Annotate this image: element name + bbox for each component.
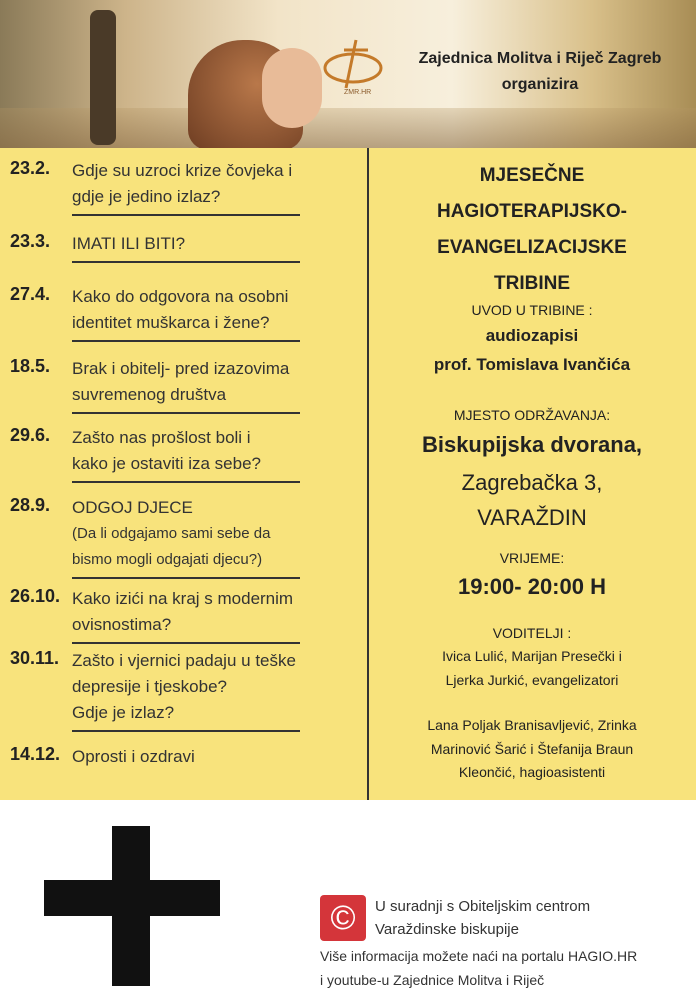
schedule-topic [72, 744, 195, 770]
venue-line-3: VARAŽDIN [477, 505, 587, 530]
divider-line [72, 642, 300, 644]
topic-line: Brak i obitelj- pred izazovima [72, 359, 290, 378]
schedule-topic [72, 356, 289, 408]
topic-line: Kako izići na kraj s modernim [72, 589, 294, 608]
intro-label: UVOD U TRIBINE : [471, 302, 593, 318]
cross-arm [44, 880, 220, 916]
schedule-date: 30.11. [10, 648, 60, 668]
leaders-line-2: Ljerka Jurkić, evangelizatori [445, 672, 619, 688]
title-line: MJESEČNE [479, 165, 585, 186]
assistants-line-1: Lana Poljak Branisavljević, Zrinka [427, 717, 637, 733]
topic-line: suvremenog društva [72, 385, 227, 404]
schedule-date: 23.3. [10, 231, 51, 251]
schedule-date: 26.10. [10, 586, 61, 606]
time-value: 19:00- 20:00 H [458, 574, 606, 599]
schedule-topic [72, 495, 270, 573]
divider-line [72, 481, 300, 483]
topic-line: Oprosti i ozdravi [72, 747, 195, 766]
title-line: HAGIOTERAPIJSKO- [436, 201, 628, 222]
divider-line [72, 577, 300, 579]
topic-line: Kako do odgovora na osobni [72, 287, 289, 306]
venue-line-1: Biskupijska dvorana, [421, 432, 643, 457]
topic-line: ovisnostima? [72, 615, 172, 634]
leaders-label: VODITELJI : [492, 625, 572, 641]
collab-line-2: Varaždinske biskupije [375, 921, 519, 938]
copyright-icon: © [320, 895, 366, 941]
intro-line-1: audiozapisi [485, 326, 579, 345]
schedule-date: 23.2. [10, 158, 51, 178]
venue-line-2: Zagrebačka 3, [461, 470, 603, 495]
topic-line: Zašto i vjernici padaju u teške [72, 651, 296, 670]
topic-line: gdje je jedino izlaz? [72, 187, 221, 206]
intro-line-2: prof. Tomislava Ivančića [433, 355, 631, 374]
topic-line: bismo mogli odgajati djecu?) [72, 551, 263, 568]
schedule-date: 28.9. [10, 495, 51, 515]
topic-line: Zašto nas prošlost boli i [72, 428, 251, 447]
divider-line [72, 261, 300, 263]
leaders-line-1: Ivica Lulić, Marijan Presečki i [442, 648, 622, 664]
title-line: TRIBINE [494, 273, 570, 294]
topic-line: identitet muškarca i žene? [72, 313, 270, 332]
schedule-topic [72, 158, 292, 210]
schedule-date: 18.5. [10, 356, 51, 376]
zmr-logo-icon [322, 38, 384, 96]
venue-label: MJESTO ODRŽAVANJA: [453, 407, 611, 423]
topic-line: kako je ostaviti iza sebe? [72, 454, 261, 473]
topic-line: IMATI ILI BITI? [72, 234, 186, 253]
topic-line: Gdje su uzroci krize čovjeka i [72, 161, 293, 180]
schedule-topic [72, 586, 293, 638]
time-label: VRIJEME: [499, 550, 565, 566]
divider-line [72, 340, 300, 342]
schedule-topic [72, 284, 288, 336]
topic-line: depresije i tjeskobe? [72, 677, 227, 696]
assistants-line-2: Marinović Šarić i Štefanija Braun [430, 741, 634, 757]
more-info-line-2: i youtube-u Zajednice Molitva i Riječ [320, 972, 545, 988]
divider-line [72, 412, 300, 414]
divider-line [72, 214, 300, 216]
schedule-date: 14.12. [10, 744, 61, 764]
schedule-date: 27.4. [10, 284, 51, 304]
title-line: EVANGELIZACIJSKE [437, 237, 627, 258]
divider-line [72, 730, 300, 732]
schedule-date: 29.6. [10, 425, 51, 445]
more-info-line-1: Više informacija možete naći na portalu HAGIO.HR [320, 948, 638, 964]
organizer-verb: organizira [501, 76, 579, 93]
topic-line: Gdje je izlaz? [72, 703, 175, 722]
topic-line: (Da li odgajamo sami sebe da [72, 525, 271, 542]
svg-text:ZMR.HR: ZMR.HR [344, 89, 372, 96]
schedule-topic [72, 231, 185, 257]
collab-line-1: U suradnji s Obiteljskim centrom [375, 898, 591, 915]
assistants-line-3: Kleončić, hagioasistenti [458, 764, 606, 780]
schedule-topic [72, 648, 296, 726]
topic-line: ODGOJ DJECE [72, 498, 193, 517]
event-title [372, 158, 692, 302]
organizer-name: Zajednica Molitva i Riječ Zagreb [418, 50, 662, 67]
schedule-topic [72, 425, 261, 477]
column-divider [367, 148, 369, 800]
